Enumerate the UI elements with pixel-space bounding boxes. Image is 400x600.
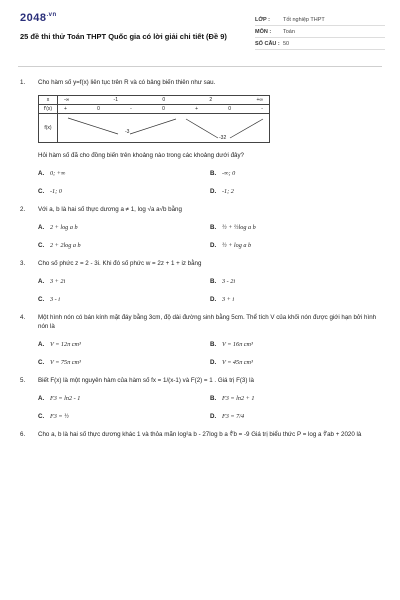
option-b[interactable]: B. F3 = ln2 + 1 (210, 395, 255, 402)
questions (20, 78, 382, 448)
option-d[interactable]: D. V = 45π cm³ (210, 359, 253, 366)
logo[interactable]: $2048^{.vn}$ (20, 12, 57, 24)
question-5: 5. Biết F(x) là một nguyên hàm của hàm số fx = 1/(x-1) và F(2) = 1 . Giá trị F(3) là A. F3 = ln2 - 1 B. F3 = ln2 + 1 C. F3 = ½ D. F3 = 7/4 (20, 376, 382, 421)
option-b[interactable]: B. 3 - 2i (210, 278, 236, 285)
meta-row-count: SỐ CÂU : 50 (255, 38, 385, 50)
variation-arrows (58, 114, 268, 142)
option-c[interactable]: C. 3 - i (38, 296, 60, 303)
variation-table: x -∞ -1 0 2 +∞ f'(x) + 0 - 0 + 0 - f(x) -3 -32 (38, 95, 270, 143)
option-c[interactable]: C. 2 + 2log a b (38, 242, 81, 249)
question-4: 4. Một hình nón có bán kính mặt đáy bằng 3cm, độ dài đường sinh bằng 5cm. Thể tích V của khối nón được giới hạn bởi hình nón là A. V = 12π cm³ B. V = 16π cm³ C. V = 75π cm³ D. V = 45π cm³ (20, 313, 382, 367)
meta-row-subject: MÔN : Toán (255, 26, 385, 38)
meta-row-class: LỚP : Tốt nghiệp THPT (255, 14, 385, 26)
header (0, 0, 400, 66)
option-d[interactable]: D. ½ + log a b (210, 242, 252, 249)
option-b[interactable]: B. ½ + ½log a b (210, 224, 256, 231)
option-c[interactable]: C. F3 = ½ (38, 413, 69, 420)
question-6: 6. Cho a, b là hai số thực dương khác 1 và thỏa mãn log²a b - 27log b a ∜b = -9 Giá trị biểu thức P = log a ∜ab + 2020 là (20, 431, 362, 438)
option-d[interactable]: D. F3 = 7/4 (210, 413, 245, 420)
option-a[interactable]: A. 0; +∞ (38, 170, 66, 177)
option-b[interactable]: B. V = 16π cm³ (210, 341, 253, 348)
option-d[interactable]: D. 3 + i (210, 296, 235, 303)
option-b[interactable]: B. -∞; 0 (210, 170, 236, 177)
question-2: 2. Với a, b là hai số thực dương a ≠ 1, log √a a√b bằng A. 2 + log a b B. ½ + ½log a b C. 2 + 2log a b D. ½ + log a b (20, 205, 382, 250)
option-a[interactable]: A. F3 = ln2 - 1 (38, 395, 81, 402)
page-title: 25 đề thi thử Toán THPT Quốc gia có lời giải chi tiết (Đề 9) (20, 32, 227, 41)
option-d[interactable]: D. -1; 2 (210, 188, 234, 195)
question-3: 3. Cho số phức z = 2 - 3i. Khi đó số phức w = 2z + 1 + iz bằng A. 3 + 2i B. 3 - 2i C. 3 - i D. 3 + i (20, 259, 382, 304)
option-c[interactable]: C. V = 75π cm³ (38, 359, 81, 366)
question-1: 1. Cho hàm số y=f(x) liên tục trên R và có bảng biến thiên như sau. x -∞ -1 0 2 +∞ f'(x) + 0 - 0 + 0 - f(x) -3 -32 Hỏi hàm số đã cho đồng biến trên khoảng nào trong các khoảng dưới đây? A. 0; +∞ B. -∞; 0 C. -1; 0 D. -1; 2 (20, 78, 382, 196)
divider (18, 66, 382, 67)
option-a[interactable]: A. 3 + 2i (38, 278, 66, 285)
option-a[interactable]: A. 2 + log a b (38, 224, 78, 231)
option-c[interactable]: C. -1; 0 (38, 188, 62, 195)
option-a[interactable]: A. V = 12π cm³ (38, 341, 81, 348)
meta-table (255, 14, 385, 50)
